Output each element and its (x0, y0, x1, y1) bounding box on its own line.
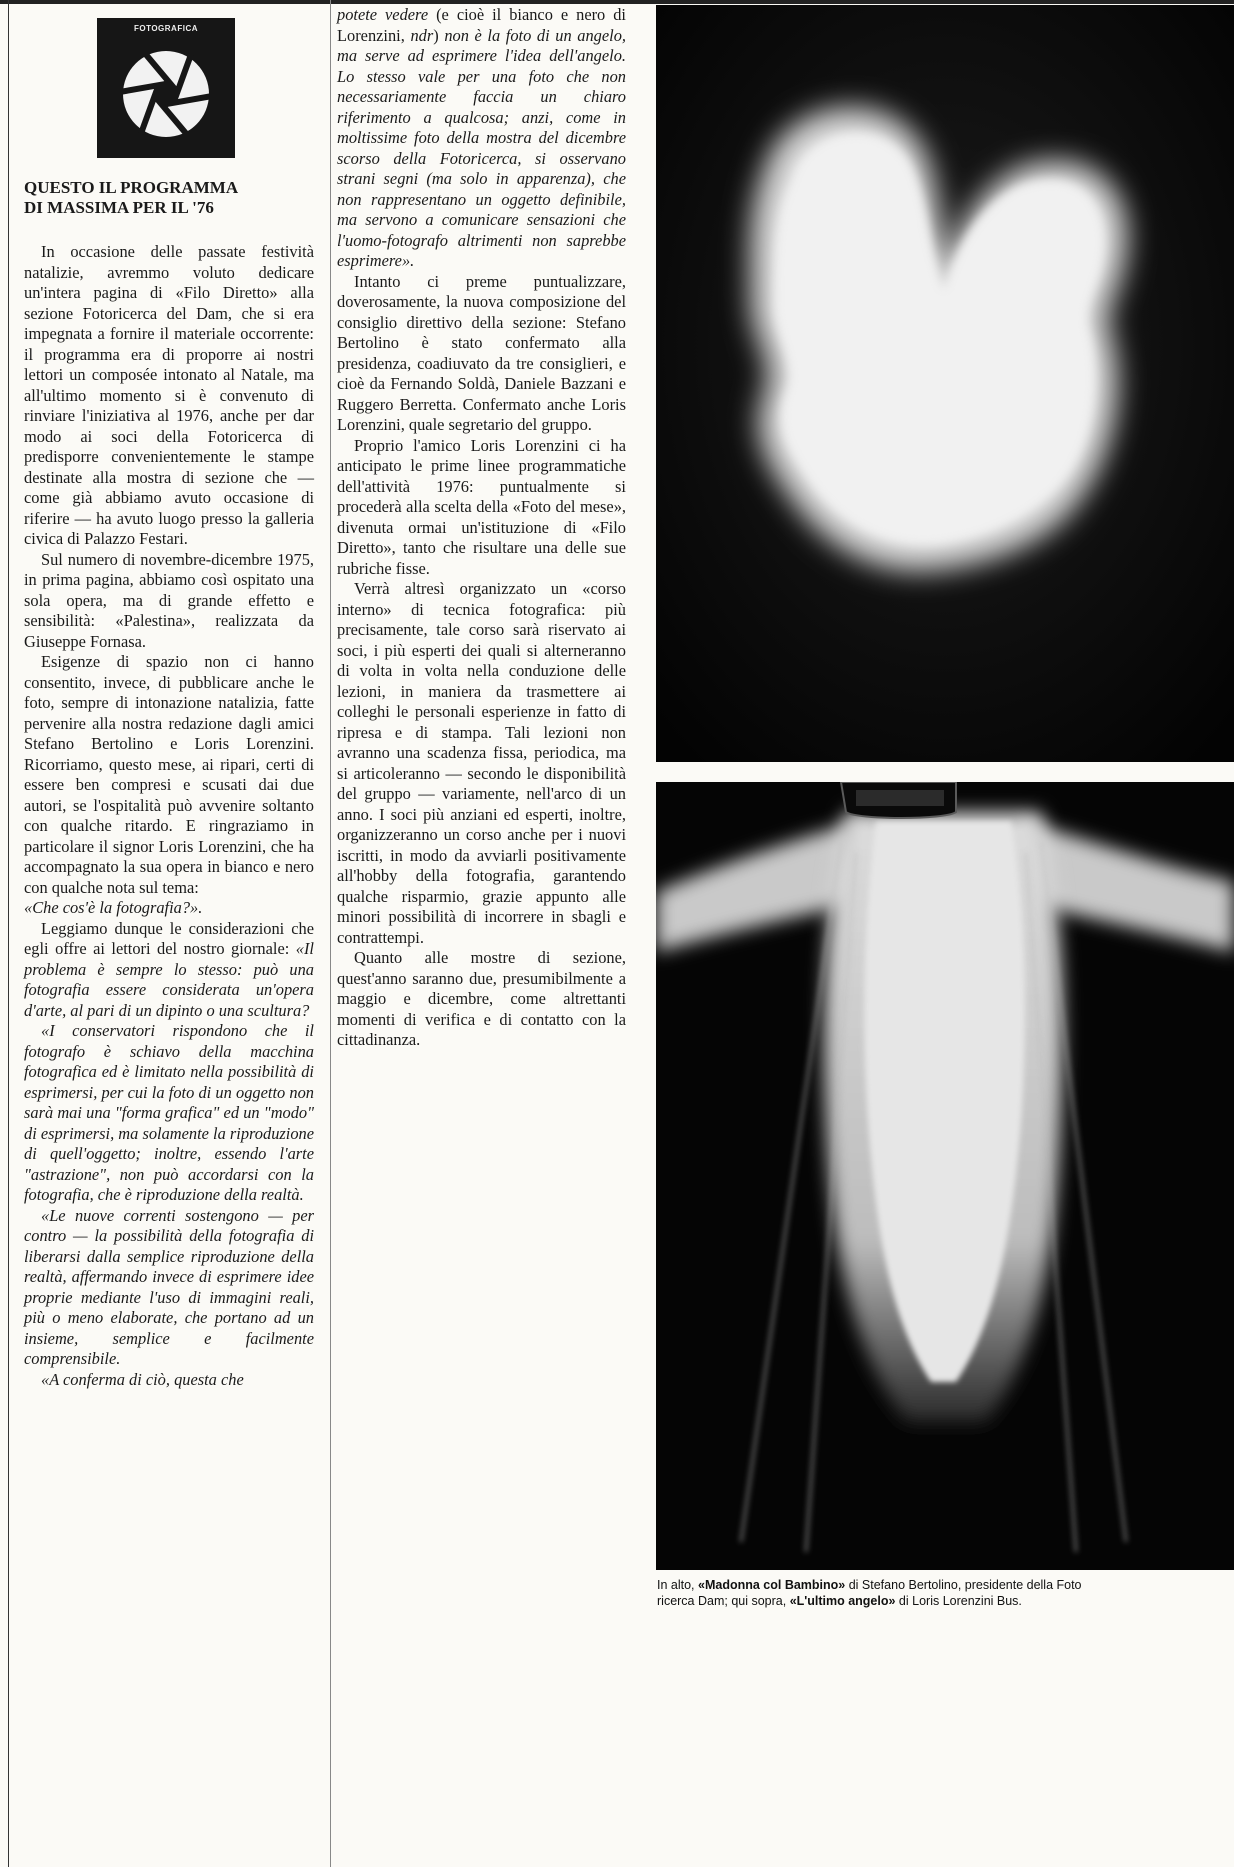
headline-line-1: QUESTO IL PROGRAMMA (24, 178, 239, 197)
fotografica-logo (97, 18, 235, 158)
italic-text: «A conferma di ciò, questa che (41, 1369, 244, 1389)
paragraph: Proprio l'amico Loris Lorenzini ci ha anticipato le prime linee programmatiche dell'attività 1976: puntualmente si procederà alla scelta della «Foto del mese», divenuta ormai un'istituzione di «Filo Diretto», tanto che risultare una delle sue rubriche fisse. (337, 435, 626, 578)
caption-text: In alto, (657, 1578, 698, 1592)
paragraph (24, 1021, 314, 1206)
paragraph: In occasione delle passate festività natalizie, avremmo voluto dedicare un'intera pagina di «Filo Diretto» alla sezione Fotoricerca del Dam, che si era impegnata a fornire il materiale occorrente: il programma era di proporre ai nostri lettori un composée intonato al Natale, ma all'ultimo momento si è convenuto di rinviare l'iniziativa al 1976, anche per dar modo ai soci della Fotoricerca di predisporre convenientemente le stampe destinate alla mostra di sezione che — come già abbiamo avuto occasione di riferire — ha avuto luogo presso la galleria civica di Palazzo Festari. (24, 242, 314, 548)
caption-title-1: «Madonna col Bambino» (698, 1578, 846, 1592)
paragraph: Sul numero di novembre-dicembre 1975, in prima pagina, abbiamo così ospitato una sola opera, ma di grande effetto e sensibilità: «Palestina», realizzata da Giuseppe Fornasa. (24, 549, 314, 651)
plain-text: (e cioè il bianco e nero di Lorenzini, (337, 5, 626, 45)
caption-title-2: «L'ultimo angelo» (789, 1594, 896, 1608)
paragraph: Quanto alle mostre di sezione, quest'anno saranno due, presumibilmente a maggio e dicembre, come altrettanti momenti di verifica e di contatto con la cittadinanza. (337, 948, 626, 1049)
plain-text: Leggiamo dunque le considerazioni che egli offre ai lettori del nostro giornale: (24, 918, 314, 958)
paragraph: Verrà altresì organizzato un «corso interno» di tecnica fotografica: più precisamente, tale corso sarà riservato ai soci, i più esperti dei quali si alterneranno di volta in volta nella conduzione delle lezioni, in maniera da trasmettere ai colleghi le personali esperienze in fatto di ripresa e di stampa. Tali lezioni non avranno una scadenza fissa, periodica, ma si articoleranno — secondo le disponibilità del gruppo — variamente, nell'arco di un anno. I soci più anziani ed esperti, inoltre, organizzeranno un corso anche per i nuovi iscritti, in modo da avviarli positivamente all'hobby della fotografia, garantendo qualche risparmio, grazie appunto alle minori possibilità di incorrere in sbagli e contrattempi. (337, 579, 626, 947)
italic-text: ndr (410, 25, 434, 45)
italic-text: «Le nuove correnti sostengono — per contro — la possibilità della fotografia di liberarsi dalla semplice riproduzione della realtà, affermando invece di esprimere idee proprie mediante l'uso di immagini reali, più o meno elaborate, che portano ad un insieme, semplice e facilmente comprensibile. (24, 1205, 314, 1368)
plain-text: ) (433, 25, 445, 45)
photo-ultimo-angelo (656, 782, 1234, 1570)
text-column-2 (337, 5, 626, 1051)
paragraph (24, 1206, 314, 1370)
column-divider (330, 0, 331, 1867)
italic-text: «Che cos'è la fotografia?». (24, 898, 203, 917)
left-margin-rule (8, 0, 9, 1867)
camera-aperture-icon (116, 44, 216, 144)
paragraph (24, 898, 314, 919)
photo-caption (657, 1577, 1234, 1609)
logo-label: FOTOGRAFICA (133, 24, 198, 33)
caption-text: di Stefano Bertolino, presidente della Foto (845, 1578, 1082, 1592)
paragraph: Intanto ci preme puntualizzare, doverosamente, la nuova composizione del consiglio direttivo della sezione: Stefano Bertolino è stato confermato alla presidenza, coadiuvato da tre consiglieri, e cioè da Fernando Soldà, Daniele Bazzani e Ruggero Berretta. Confermato anche Loris Lorenzini, quale segretario del gruppo. (337, 271, 626, 434)
italic-text: «I conservatori rispondono che il fotografo è schiavo della macchina fotografica ed è limitato nella possibilità di esprimersi, per cui la foto di un oggetto non sarà mai una "forma grafica" ed un "modo" di esprimersi, ma solamente la riproduzione di quell'oggetto; inoltre, essendo l'arte "astrazione", non può accordarsi con la fotografia, che è riproduzione della realtà. (24, 1021, 314, 1204)
caption-text: ricerca Dam; qui sopra, (657, 1594, 790, 1608)
headline-line-2: DI MASSIMA PER IL '76 (24, 198, 214, 217)
text-column-1 (24, 242, 314, 1390)
photo-madonna-col-bambino-image (656, 5, 1234, 762)
italic-text: «Il problema è sempre lo stesso: può una fotografia essere considerata un'opera d'arte, al pari di un dipinto o una scultura? (24, 939, 314, 1020)
paragraph (24, 919, 314, 1022)
italic-text: potete vedere (337, 5, 429, 24)
photo-madonna-col-bambino (656, 5, 1234, 762)
paragraph (24, 1370, 314, 1391)
paragraph (337, 5, 626, 272)
paragraph: Esigenze di spazio non ci hanno consentito, invece, di pubblicare anche le foto, sempre di intonazione natalizia, fatte pervenire alla nostra redazione dagli amici Stefano Bertolino e Loris Lorenzini. Ricorriamo, questo mese, ai ripari, certi di essere ben compresi e scusati dai due autori, se l'ospitalità può avvenire soltanto con qualche ritardo. E ringraziamo in particolare il signor Loris Lorenzini, che ha accompagnato la sua opera in bianco e nero con qualche nota sul tema: (24, 652, 314, 897)
caption-text: di Loris Lorenzini Bus. (895, 1594, 1022, 1608)
italic-text: non è la foto di un angelo, ma serve ad esprimere l'idea dell'angelo. Lo stesso vale per una foto che non necessariamente faccia un chiaro riferimento a qualcosa; anzi, come in moltissime foto della mostra del dicembre scorso della Fotoricerca, si osservano strani segni (ma solo in apparenza), che non rappresentano un oggetto definibile, ma servono a comunicare sensazioni che l'uomo-fotografo altrimenti non saprebbe esprimere». (337, 25, 626, 270)
photo-ultimo-angelo-image (656, 782, 1234, 1570)
page-top-rule (0, 0, 1234, 4)
article-headline (24, 178, 314, 218)
